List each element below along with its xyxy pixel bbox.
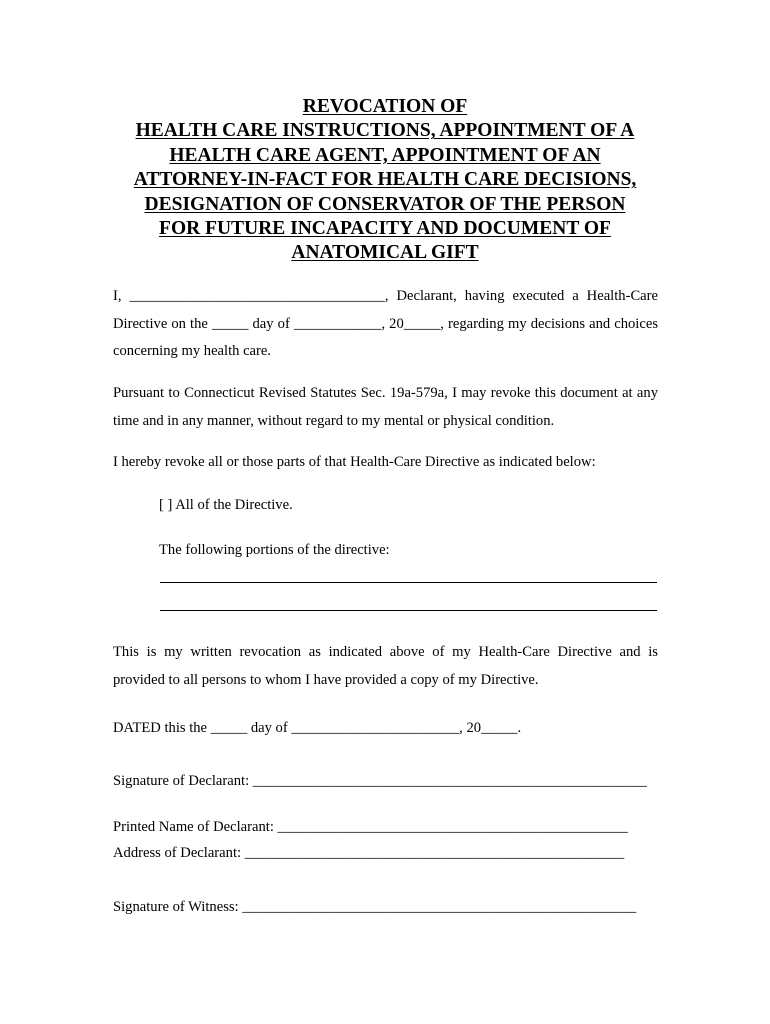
title-line-4: ATTORNEY-IN-FACT FOR HEALTH CARE DECISIONS, xyxy=(133,169,637,191)
revoke-paragraph: I hereby revoke all or those parts of that Health-Care Directive as indicated below: xyxy=(113,454,596,470)
document-title xyxy=(60,95,710,266)
revoke-all-option: [ ] All of the Directive. xyxy=(159,497,293,513)
declarant-paragraph: I, ___________________________________, Declarant, having executed a Health-Care Directive on the _____ day of ____________, 20_____, regarding my decisions and choices concerning my health care. xyxy=(113,288,658,360)
title-line-3: HEALTH CARE AGENT, APPOINTMENT OF AN xyxy=(169,144,601,166)
portions-blank-line-1 xyxy=(160,582,657,583)
title-line-6: FOR FUTURE INCAPACITY AND DOCUMENT OF xyxy=(159,218,611,240)
printed-name-line: Printed Name of Declarant: ________________________________________________ xyxy=(113,819,628,835)
statute-paragraph: Pursuant to Connecticut Revised Statutes Sec. 19a-579a, I may revoke this document at any time and in any manner, without regard to my mental or physical condition. xyxy=(113,385,658,429)
title-line-1: REVOCATION OF xyxy=(302,96,468,117)
written-revocation-paragraph: This is my written revocation as indicated above of my Health-Care Directive and is provided to all persons to whom I have provided a copy of my Directive. xyxy=(113,644,658,688)
title-line-5: DESIGNATION OF CONSERVATOR OF THE PERSON xyxy=(144,193,626,215)
dated-line: DATED this the _____ day of _______________________, 20_____. xyxy=(113,720,522,736)
address-line: Address of Declarant: ____________________________________________________ xyxy=(113,845,625,861)
portions-blank-line-2 xyxy=(160,610,657,611)
declarant-signature-line: Signature of Declarant: ______________________________________________________ xyxy=(113,773,647,789)
title-line-2: HEALTH CARE INSTRUCTIONS, APPOINTMENT OF A xyxy=(135,120,635,142)
witness-signature-line: Signature of Witness: ______________________________________________________ xyxy=(113,899,637,915)
title-line-7: ANATOMICAL GIFT xyxy=(291,242,479,264)
revoke-portions-option: The following portions of the directive: xyxy=(159,542,390,558)
